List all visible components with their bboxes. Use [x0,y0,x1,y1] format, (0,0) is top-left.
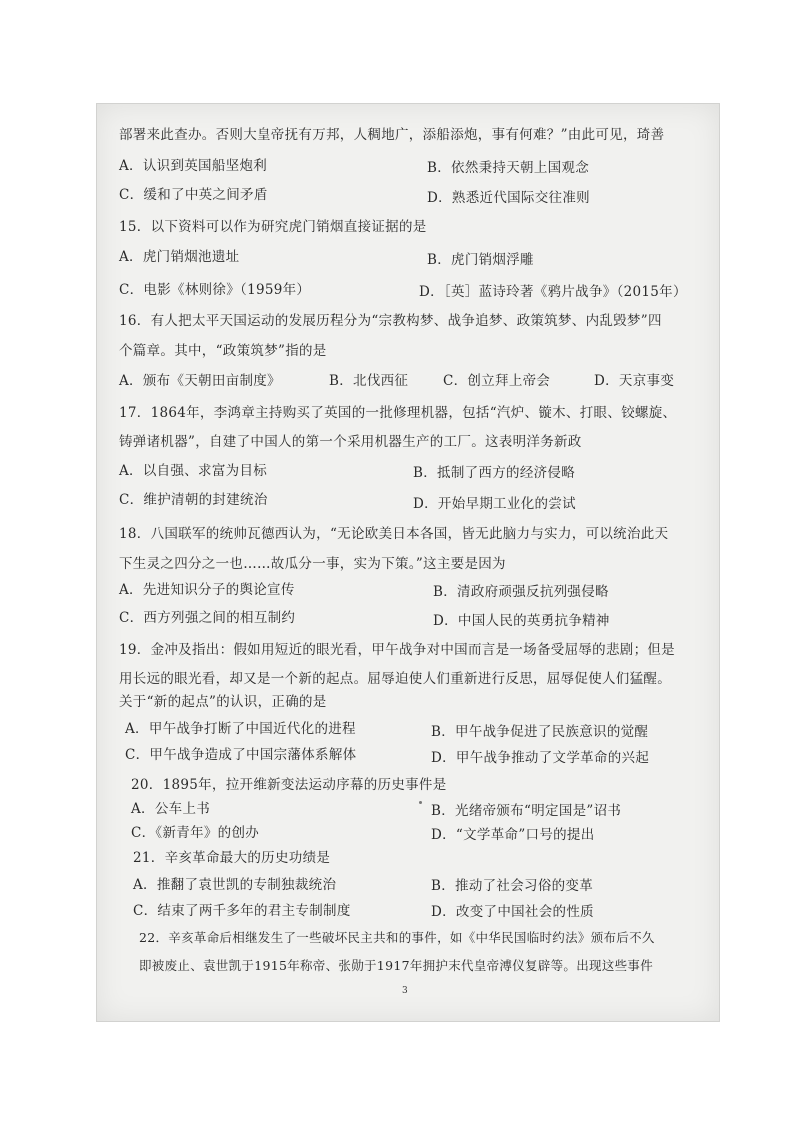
q19-option-c: C．甲午战争造成了中国宗藩体系解体 [125,747,357,763]
q22-stem-line-2: 即被废止、袁世凯于1915年称帝、张勋于1917年拥护末代皇帝溥仪复辟等。出现这些事件 [139,958,654,973]
q17-option-b: B．抵制了西方的经济侵略 [413,465,576,481]
q18-option-b: B．清政府顽强反抗列强侵略 [433,584,609,600]
q20-option-b: B．光绪帝颁布“明定国是”诏书 [431,803,622,819]
q15-option-a: A．虎门销烟池遗址 [119,249,240,265]
q20-option-d: D．“文学革命”口号的提出 [431,827,595,843]
q21-option-c: C．结束了两千多年的君主专制制度 [133,903,351,919]
q14-option-a: A．认识到英国船坚炮利 [119,158,268,174]
scan-speck [419,801,422,804]
q19-option-a: A．甲午战争打断了中国近代化的进程 [125,721,356,737]
q16-option-a: A．颁布《天朝田亩制度》 [119,373,281,389]
exam-page [96,103,720,1022]
q19-stem-line-2: 用长远的眼光看，却又是一个新的起点。屈辱迫使人们重新进行反思，屈辱促使人们猛醒。 [119,671,671,687]
q17-stem-line-2: 铸弹诸机器”，自建了中国人的第一个采用机器生产的工厂。这表明洋务新政 [119,434,582,450]
q15-stem: 15．以下资料可以作为研究虎门销烟直接证据的是 [119,219,427,235]
q14-option-b: B．依然秉持天朝上国观念 [427,160,590,176]
q16-option-c: C．创立拜上帝会 [443,373,551,389]
q16-stem-line-2: 个篇章。其中，“政策筑梦”指的是 [119,343,327,359]
q21-option-b: B．推动了社会习俗的变革 [431,878,594,894]
q18-stem-line-1: 18．八国联军的统帅瓦德西认为，“无论欧美日本各国，皆无此脑力与实力，可以统治此天 [119,526,669,542]
q19-option-b: B．甲午战争促进了民族意识的觉醒 [431,724,649,740]
q21-stem: 21．辛亥革命最大的历史功绩是 [133,850,331,866]
q19-stem-line-1: 19．金冲及指出：假如用短近的眼光看，甲午战争对中国而言是一场备受屈辱的悲剧；但是 [119,642,675,658]
q18-option-d: D．中国人民的英勇抗争精神 [433,613,610,629]
q17-option-a: A．以自强、求富为目标 [119,463,268,479]
q14-option-c: C．缓和了中英之间矛盾 [119,187,268,203]
q17-stem-line-1: 17．1864年，李鸿章主持购买了英国的一批修理机器，包括“汽炉、镟木、打眼、铰螺旋、 [119,405,677,421]
q20-option-c: C．《新青年》的创办 [131,825,260,841]
q21-option-d: D．改变了中国社会的性质 [431,904,594,920]
q19-option-d: D．甲午战争推动了文学革命的兴起 [431,750,650,766]
q17-option-c: C．维护清朝的封建统治 [119,492,268,508]
q19-stem-line-3: 关于“新的起点”的认识，正确的是 [119,694,327,710]
q21-option-a: A．推翻了袁世凯的专制独裁统治 [133,877,337,893]
question-text-area [97,104,719,1021]
q15-option-d: D．［英］蓝诗玲著《鸦片战争》（2015年） [419,284,687,300]
page-number: 3 [402,986,408,996]
q16-option-d: D．天京事变 [594,373,675,389]
q15-option-b: B．虎门销烟浮雕 [427,252,534,268]
q20-stem: 20．1895年，拉开维新变法运动序幕的历史事件是 [131,777,447,793]
q18-option-c: C．西方列强之间的相互制约 [119,610,296,626]
q18-stem-line-2: 下生灵之四分之一也……故瓜分一事，实为下策。”这主要是因为 [119,556,506,572]
q15-option-c: C．电影《林则徐》（1959年） [119,282,311,298]
q18-option-a: A．先进知识分子的舆论宣传 [119,582,295,598]
q16-stem-line-1: 16．有人把太平天国运动的发展历程分为“宗教构梦、战争追梦、政策筑梦、内乱毁梦”四 [119,313,662,329]
q14-stem-line: 部署来此查办。否则大皇帝抚有万邦，人稠地广，添船添炮，事有何难？”由此可见，琦善 [119,127,665,143]
q22-stem-line-1: 22．辛亥革命后相继发生了一些破坏民主共和的事件，如《中华民国临时约法》颁布后不久 [139,930,655,945]
q17-option-d: D．开始早期工业化的尝试 [413,496,576,512]
q16-option-b: B．北伐西征 [329,373,409,389]
q14-option-d: D．熟悉近代国际交往准则 [427,190,590,206]
q20-option-a: A．公车上书 [131,801,211,817]
